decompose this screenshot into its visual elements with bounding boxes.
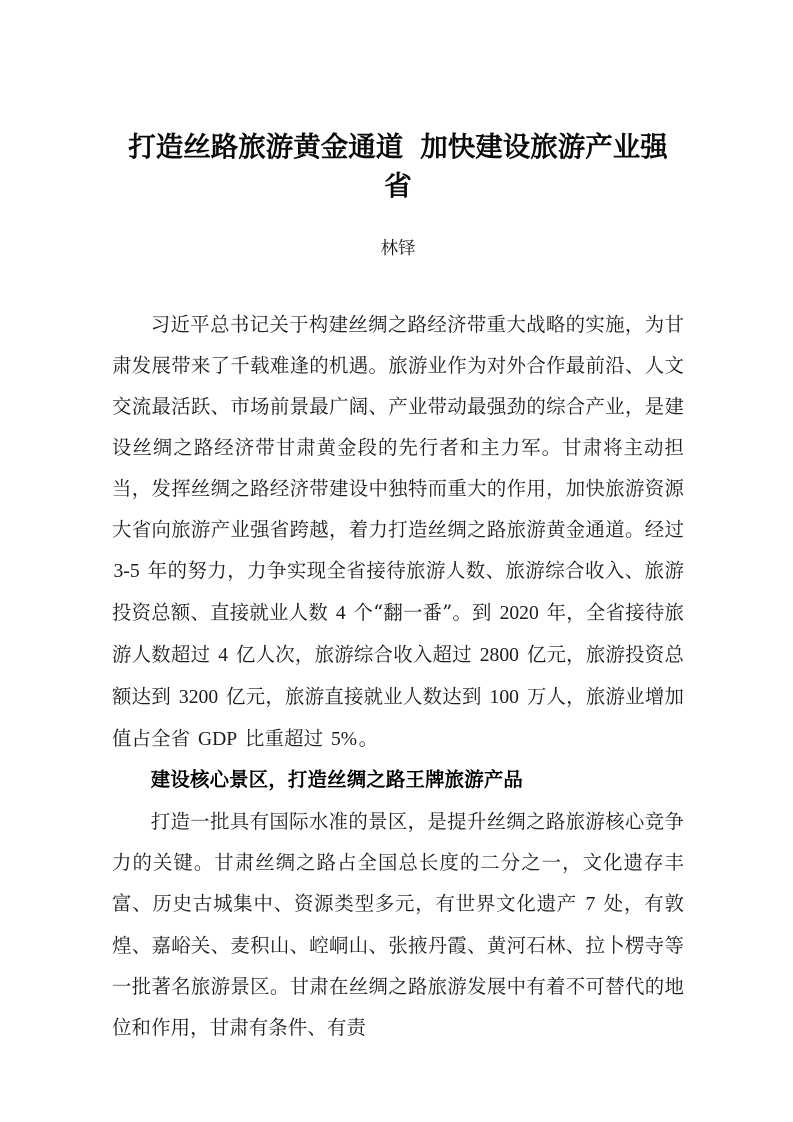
latin-run: 3-5 [113,561,140,582]
latin-run: 2800 [479,645,519,666]
title-line-1: 打造丝路旅游黄金通道 [128,131,404,163]
title-line-3: 强省 [384,131,668,202]
paragraph-intro: 习近平总书记关于构建丝绸之路经济带重大战略的实施，为甘肃发展带来了千载难逢的机遇。旅游业作为对外合作最前沿、人文交流最活跃、市场前景最广阔、产业带动最强劲的综合产业，是建设丝绸之路经济带甘肃黄金段的先行者和主力军。甘肃将主动担当，发挥丝绸之路经济带建设中独特而重大的作用，加快旅游资源大省向旅游产业强省跨越，着力打造丝绸之路旅游黄金通道。经过 3-5 年的努力，力争实现全省接待旅游人数、旅游综合收入、旅游投资总额、直接就业人数 4 个“翻一番”。到 2020 年，全省接待旅游人数超过 4 亿人次，旅游综合收入超过 2800 亿元，旅游投资总额达到 3200 亿元，旅游直接就业人数达到 100 万人，旅游业增加值占全省 GDP 比重超过 5%。 [112,313,685,750]
latin-run: 3200 [178,687,219,708]
latin-run: 2020 [499,603,539,624]
latin-run: 4 [218,645,229,666]
body-content [112,304,684,1048]
paragraph-core-scenic: 打造一批具有国际水准的景区，是提升丝绸之路旅游核心竞争力的关键。甘肃丝绸之路占全国总长度的二分之一，文化遗存丰富、历史古城集中、资源类型多元，有世界文化遗产 7 处，有敦煌、嘉峪关、麦积山、崆峒山、张掖丹霞、黄河石林、拉卜楞寺等一批著名旅游景区。甘肃在丝绸之路旅游发展中有着不可替代的地位和作用，甘肃有条件、有责 [112,810,684,1039]
latin-run: 100 [489,687,519,708]
latin-run: GDP [197,729,238,750]
latin-run: 7 [585,894,596,915]
page-title [112,128,684,206]
text-column [112,128,684,1048]
section-heading: 建设核心景区，打造丝绸之路王牌旅游产品 [150,769,524,791]
latin-run: 5% [330,729,358,750]
title-line-2: 加快建设旅游产业 [420,131,641,163]
latin-run: 4 [335,603,346,624]
author-name: 林铎 [380,239,416,259]
